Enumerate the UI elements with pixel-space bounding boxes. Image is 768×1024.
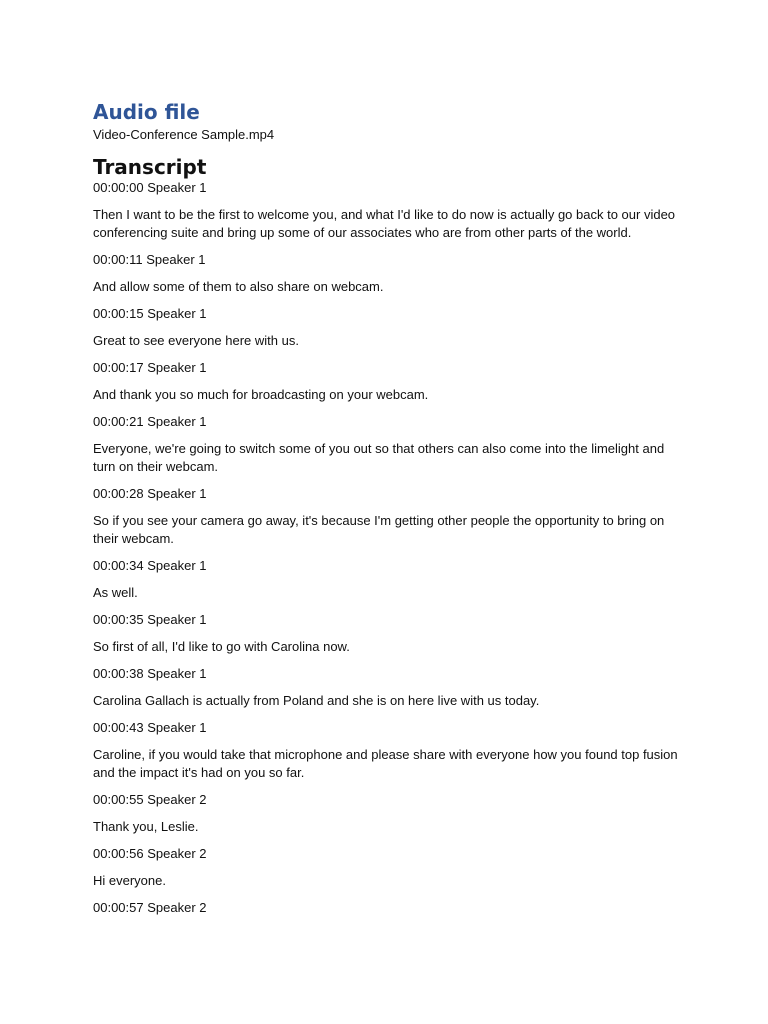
entry-timestamp: 00:00:56 (93, 846, 144, 861)
transcript-entry (93, 179, 683, 242)
entry-meta (93, 719, 683, 737)
transcript-entry (93, 359, 683, 404)
entry-text: Great to see everyone here with us. (93, 333, 299, 348)
transcript-entry (93, 413, 683, 476)
entry-text: Thank you, Leslie. (93, 819, 199, 834)
entry-speaker: Speaker 1 (147, 720, 207, 735)
transcript-entry (93, 719, 683, 782)
entry-speaker: Speaker 2 (147, 846, 207, 861)
entry-meta (93, 305, 683, 323)
entry-meta (93, 899, 683, 917)
transcript-entry (93, 611, 683, 656)
entry-speaker: Speaker 1 (147, 306, 207, 321)
entry-timestamp: 00:00:15 (93, 306, 144, 321)
transcript-entry (93, 665, 683, 710)
transcript-entry (93, 305, 683, 350)
entry-speaker: Speaker 1 (147, 666, 207, 681)
entry-text: Caroline, if you would take that microphone and please share with everyone how you found top fusion and the impact it's had on you so far. (93, 747, 678, 780)
entry-text: So if you see your camera go away, it's because I'm getting other people the opportunity to bring on their webcam. (93, 513, 665, 546)
audio-file-heading: Audio file (93, 100, 200, 124)
entry-text: Carolina Gallach is actually from Poland and she is on here live with us today. (93, 693, 540, 708)
entry-speaker: Speaker 1 (147, 360, 207, 375)
entry-text: Then I want to be the first to welcome you, and what I'd like to do now is actually go back to our video conferencing suite and bring up some of our associates who are from other parts of the world. (93, 207, 676, 240)
entry-timestamp: 00:00:21 (93, 414, 144, 429)
transcript-entry (93, 899, 683, 917)
entry-text: As well. (93, 585, 138, 600)
entry-meta (93, 845, 683, 863)
entry-speaker: Speaker 1 (146, 252, 206, 267)
entry-timestamp: 00:00:43 (93, 720, 144, 735)
entry-speaker: Speaker 2 (147, 792, 207, 807)
transcript-entry (93, 845, 683, 890)
entry-timestamp: 00:00:55 (93, 792, 144, 807)
entry-speaker: Speaker 1 (147, 558, 207, 573)
entry-meta (93, 359, 683, 377)
entry-timestamp: 00:00:17 (93, 360, 144, 375)
entry-speaker: Speaker 1 (147, 180, 207, 195)
entry-speaker: Speaker 2 (147, 900, 207, 915)
transcript-entry (93, 791, 683, 836)
entry-timestamp: 00:00:38 (93, 666, 144, 681)
transcript-entries (93, 179, 683, 917)
entry-meta (93, 251, 683, 269)
entry-speaker: Speaker 1 (147, 486, 207, 501)
entry-timestamp: 00:00:11 (93, 252, 143, 267)
entry-speaker: Speaker 1 (147, 612, 207, 627)
entry-meta (93, 557, 683, 575)
transcript-entry (93, 485, 683, 548)
transcript-heading: Transcript (93, 155, 207, 179)
entry-meta (93, 665, 683, 683)
audio-file-name: Video-Conference Sample.mp4 (93, 127, 275, 142)
transcript-entry (93, 557, 683, 602)
entry-timestamp: 00:00:00 (93, 180, 144, 195)
entry-meta (93, 611, 683, 629)
entry-text: And thank you so much for broadcasting on your webcam. (93, 387, 429, 402)
entry-meta (93, 791, 683, 809)
entry-text: So first of all, I'd like to go with Carolina now. (93, 639, 350, 654)
entry-text: Everyone, we're going to switch some of you out so that others can also come into the limelight and turn on their webcam. (93, 441, 665, 474)
transcript-entry (93, 251, 683, 296)
entry-text: Hi everyone. (93, 873, 166, 888)
entry-timestamp: 00:00:57 (93, 900, 144, 915)
document-page (93, 100, 683, 917)
entry-meta (93, 179, 683, 197)
entry-speaker: Speaker 1 (147, 414, 207, 429)
entry-meta (93, 485, 683, 503)
entry-timestamp: 00:00:35 (93, 612, 144, 627)
entry-timestamp: 00:00:34 (93, 558, 144, 573)
entry-meta (93, 413, 683, 431)
entry-text: And allow some of them to also share on webcam. (93, 279, 384, 294)
entry-timestamp: 00:00:28 (93, 486, 144, 501)
